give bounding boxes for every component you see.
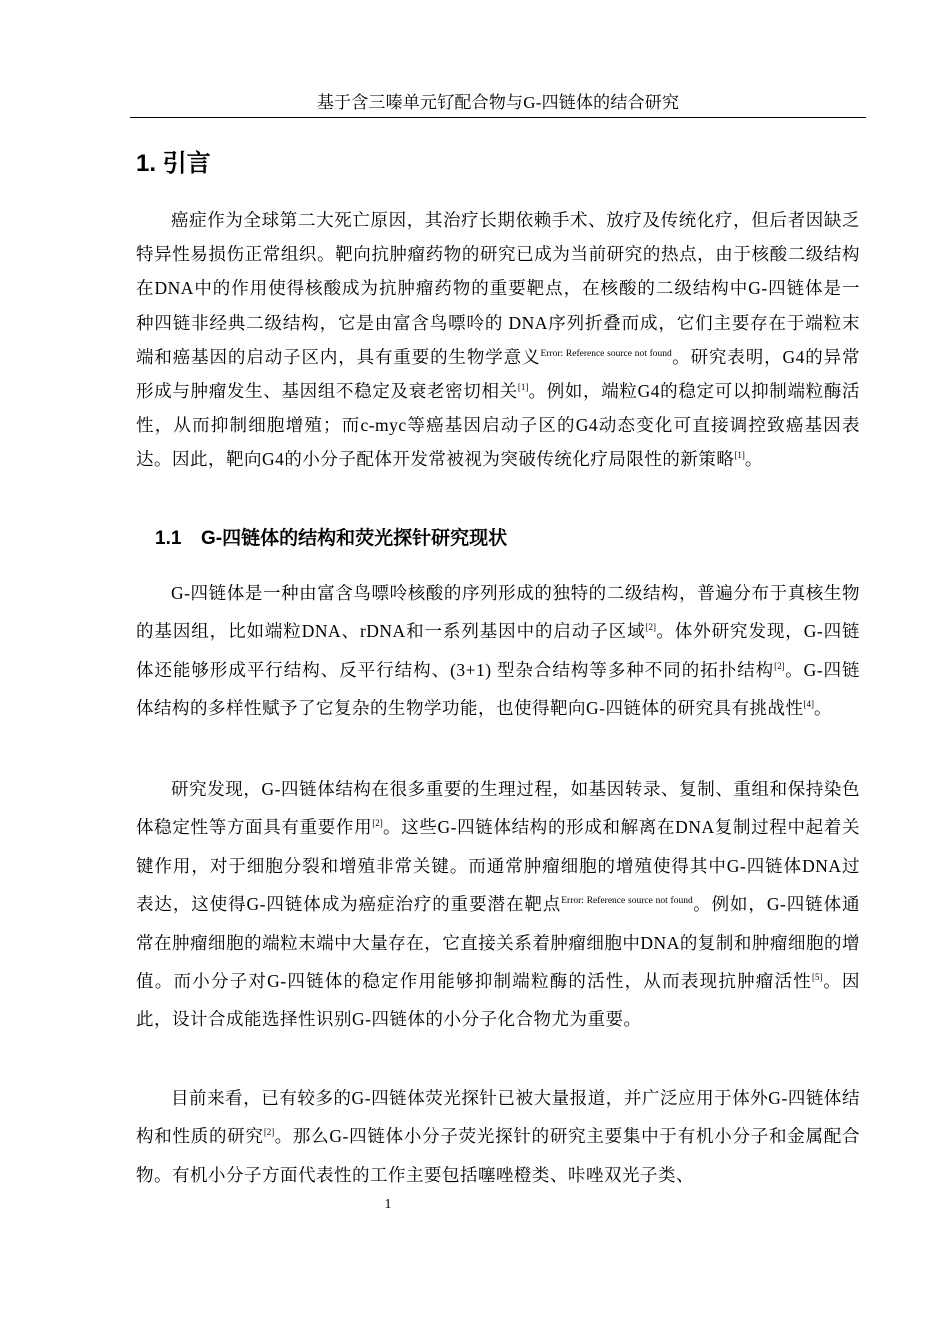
citation-marker: [5]: [812, 972, 823, 983]
citation-marker: [2]: [774, 660, 785, 671]
subsection-number: 1.1: [155, 528, 182, 549]
citation-marker: [1]: [734, 450, 745, 461]
body-paragraph-2: [136, 770, 860, 1039]
citation-marker: [2]: [645, 622, 656, 633]
citation-marker: [2]: [372, 818, 383, 829]
subsection-title: [155, 525, 507, 553]
p3-text-1: 目前来看，已有较多的G-四链体荧光探针已被大量报道，并广泛应用于体外G-四链体结构和性质的研究: [136, 1088, 860, 1147]
p2-text-1: 研究发现，G-四链体结构在很多重要的生理过程，如基因转录、复制、重组和保持染色体稳定性等方面具有重要作用: [136, 779, 860, 838]
intro-text-3: 。例如，端粒G4的稳定可以抑制端粒酶活性，从而抑制细胞增殖；而c-myc等癌基因启动子区的G4动态变化可直接调控致癌基因表达。因此，靶向G4的小分子配体开发常被视为突破传统化疗局限性的新策略: [136, 381, 860, 470]
page-number: 1: [384, 1197, 392, 1212]
p2-text-4: 。因此，设计合成能选择性识别G-四链体的小分子化合物尤为重要。: [136, 971, 861, 1030]
p1-text-1: G-四链体是一种由富含鸟嘌呤核酸的序列形成的独特的二级结构，普遍分布于真核生物的基因组，比如端粒DNA、rDNA和一系列基因中的启动子区域: [136, 583, 860, 642]
reference-error-marker: Error: Reference source not found: [561, 896, 693, 907]
citation-marker: [1]: [517, 382, 529, 393]
header-rule: [130, 117, 866, 118]
p2-text-2: 。这些G-四链体结构的形成和解离在DNA复制过程中起着关键作用，对于细胞分裂和增殖非常关键。而通常肿瘤细胞的增殖使得其中G-四链体DNA过表达，这使得G-四链体成为癌症治疗的重要潜在靶点: [136, 817, 860, 915]
intro-text-4: 。: [744, 449, 763, 470]
citation-marker: [2]: [263, 1127, 275, 1138]
section-title: 1. 引言: [136, 150, 211, 177]
body-paragraph-1: [136, 574, 860, 728]
intro-text-1: 癌症作为全球第二大死亡原因，其治疗长期依赖手术、放疗及传统化疗，但后者因缺乏特异性易损伤正常组织。靶向抗肿瘤药物的研究已成为当前研究的热点，由于核酸二级结构在DNA中的作用使得核酸成为抗肿瘤药物的重要靶点，在核酸的二级结构中G-四链体是一种四链非经典二级结构，它是由富含鸟嘌呤的 DNA序列折叠而成，它们主要存在于端粒末端和癌基因的启动子区内，具有重要的生物学意义: [136, 210, 860, 367]
citation-marker: [4]: [803, 699, 814, 710]
intro-paragraph: [136, 203, 860, 477]
intro-text-2: 。研究表明，G4的异常形成与肿瘤发生、基因组不稳定及衰老密切相关: [136, 346, 861, 402]
running-header: 基于含三嗪单元钌配合物与G-四链体的结合研究: [316, 93, 680, 112]
p1-text-3: 。G-四链体结构的多样性赋予了它复杂的生物学功能，也使得靶向G-四链体的研究具有挑战性: [136, 659, 860, 719]
body-paragraph-3: [136, 1079, 860, 1194]
subsection-heading-text: G-四链体的结构和荧光探针研究现状: [201, 528, 508, 549]
p3-text-2: 。那么G-四链体小分子荧光探针的研究主要集中于有机小分子和金属配合物。有机小分子方面代表性的工作主要包括噻唑橙类、咔唑双光子类、: [136, 1126, 861, 1185]
reference-error-marker: Error: Reference source not found: [540, 348, 672, 359]
p1-text-4: 。: [813, 698, 832, 719]
p1-text-2: 。体外研究发现，G-四链体还能够形成平行结构、反平行结构、(3+1) 型杂合结构等多种不同的拓扑结构: [136, 621, 860, 680]
p2-text-3: 。例如，G-四链体通常在肿瘤细胞的端粒末端中大量存在，它直接关系着肿瘤细胞中DNA的复制和肿瘤细胞的增值。而小分子对G-四链体的稳定作用能够抑制端粒酶的活性，从而表现抗肿瘤活性: [136, 894, 861, 992]
